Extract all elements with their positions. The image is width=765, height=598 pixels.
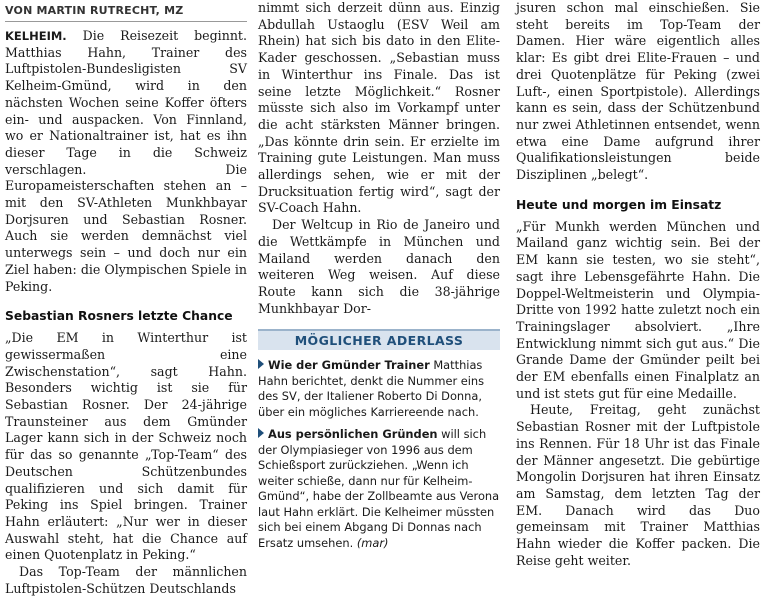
infobox-item-2-lead: Aus persönlichen Gründen bbox=[268, 427, 438, 442]
column-3 bbox=[516, 0, 760, 570]
infobox-item-1-lead: Wie der Gmünder Trainer bbox=[268, 358, 430, 373]
paragraph-intro-text: Die Reisezeit beginnt. Matthias Hahn, Trainer des Luftpistolen-Bundesligisten SV Kelheim-Gmünd, wird in den nächsten Wochen seine Koffer öfters ein- und auspacken. Von Finnland, wo er Nationaltrainer ist, hat es ihn dieser Tage in die Schweiz verschlagen. Die Europameisterschaften stehen an – mit den SV-Athleten Munkhbayar Dorjsuren und Sebastian Rosner. Auch sie werden demnächst viel unterwegs sein – und doch nur ein Ziel haben: die Olympischen Spiele in Peking. bbox=[5, 28, 247, 294]
arrow-icon bbox=[258, 359, 264, 369]
infobox-item-2 bbox=[258, 427, 500, 551]
infobox-item-2-text: will sich der Olympiasieger von 1996 aus dem Schießsport zurückziehen. „Wenn ich weiter schieße, dann nur für Kelheim-Gmünd“, habe der Zollbeamte aus Verona laut Hahn erklärt. Die Kelheimer müssten sich bei einem Abgang Di Donnas nach Ersatz umsehen. bbox=[258, 427, 500, 550]
paragraph-em-winterthur: „Die EM in Winterthur ist gewissermaßen eine Zwischenstation“, sagt Hahn. Besonders wichtig ist sie für Sebastian Rosner. Der 24-jährige Traunsteiner aus dem Gmünder Lager kann sich in der Schweiz noch für das so genannte „Top-Team“ des Deutschen Schützenbundes qualifizieren und sich damit für Peking ins Spiel bringen. Trainer Hahn erläutert: „Nur wer in dieser Auswahl steht, hat die Chance auf einen Quotenplatz in Peking.“ bbox=[5, 330, 247, 563]
paragraph-ustaoglu: nimmt sich derzeit dünn aus. Einzig Abdullah Ustaoglu (ESV Weil am Rhein) hat sich bis dato in den Elite-Kader geschossen. „Sebastian muss in Winterthur ins Finale. Das ist seine letzte Möglichkeit.“ Rosner müsste sich also im Vorkampf unter die acht stärksten Männer bringen. „Das könnte drin sein. Er erzielte im Training gute Leistungen. Man muss allerdings sehen, wie er mit der Drucksituation fertig wird“, sagt der SV-Coach Hahn. bbox=[258, 0, 500, 216]
paragraph-top-team: Das Top-Team der männlichen Luftpistolen-Schützen Deutschlands bbox=[5, 564, 247, 596]
byline: VON MARTIN RUTRECHT, MZ bbox=[5, 0, 247, 22]
paragraph-dorjsuren: jsuren schon mal einschießen. Sie steht bereits im Top-Team der Damen. Hier wäre eigentlich alles klar: Es gibt drei Elite-Frauen – und drei Quotenplätze für Peking (zwei Luft-, einen Sportpistole). Allerdings kann es sein, dass der Schützenbund nur zwei Athletinnen entsendet, wenn etwa eine Dame aufgrund ihrer Qualifikationsleistungen beide Disziplinen „belegt“. bbox=[516, 0, 760, 183]
column-1 bbox=[5, 0, 247, 598]
column-2 bbox=[258, 0, 500, 558]
subhead-heute-morgen: Heute und morgen im Einsatz bbox=[516, 197, 722, 212]
dateline-place: KELHEIM. bbox=[5, 29, 67, 43]
paragraph-munkh: „Für Munkh werden München und Mailand ganz wichtig sein. Bei der EM kann sie testen, wo sie steht“, sagt ihre Lebensgefährte Hahn. Die Doppel-Weltmeisterin und Olympia-Dritte von 1992 hatte zuletzt noch ein Trainingslager absolviert. „Ihre Entwicklung nimmt sich gut aus.“ Die Grande Dame der Gmünder peilt bei der EM ebenfalls einen Finalplatz an und ist stets gut für eine Medaille. bbox=[516, 218, 760, 401]
paragraph-schedule: Heute, Freitag, geht zunächst Sebastian Rosner mit der Luftpistole ins Rennen. Für 18 Uhr ist das Finale der Männer angesetzt. Die gebürtige Mongolin Dorjsuren hat ihren Einsatz am Samstag, dem letzten Tag der EM. Danach wird das Duo gemeinsam mit Trainer Matthias Hahn wieder die Koffer packen. Die Reise geht weiter. bbox=[516, 402, 760, 568]
infobox-item-1-text: Matthias Hahn berichtet, denkt die Nummer eins des SV, der Italiener Roberto Di Donna, über ein mögliches Karriereende nach. bbox=[258, 358, 485, 419]
paragraph-weltcup: Der Weltcup in Rio de Janeiro und die Wettkämpfe in München und Mailand werden danach den weiteren Weg weisen. Auf diese Route kann sich die 38-jährige Munkhbayar Dor- bbox=[258, 217, 500, 316]
infobox-item-1 bbox=[258, 358, 500, 420]
infobox-title: MÖGLICHER ADERLASS bbox=[258, 329, 500, 350]
arrow-icon bbox=[258, 428, 264, 438]
author-sign: (mar) bbox=[356, 535, 389, 550]
subhead-rosner: Sebastian Rosners letzte Chance bbox=[5, 309, 233, 324]
paragraph-intro bbox=[5, 28, 247, 295]
infobox bbox=[258, 358, 500, 551]
